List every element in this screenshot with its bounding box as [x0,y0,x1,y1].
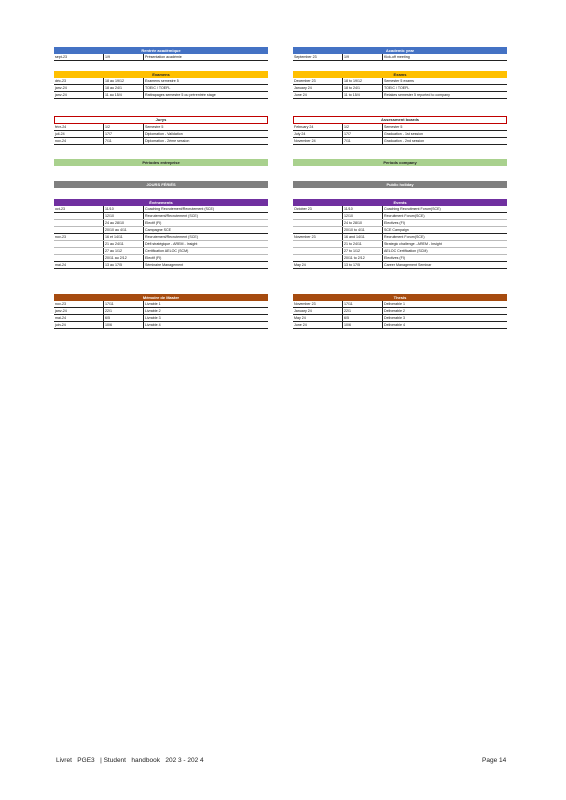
table-row [293,308,507,315]
table-cell [293,227,343,233]
table-cell: 24 to 28/10 [343,220,383,226]
table-cell: Semester 5 exams [384,79,414,83]
section-public-holiday [293,181,507,188]
table-cell: 1/9 [104,54,144,60]
table-cell: juin-24 [54,322,104,328]
table-cell: Livrable 1 [145,302,161,306]
table-row [54,124,268,131]
table-cell: 27 to 1/12 [343,248,383,254]
table-cell: mai-24 [54,262,104,268]
table-cell: Diplomation - 2ème session [145,139,190,143]
table-row [54,54,268,61]
table-cell [293,213,343,219]
table-cell: 22/1 [104,308,144,314]
table-cell: June 24 [293,322,343,328]
table-cell: Strategic challenge - AREM - Insight [384,242,442,246]
table-cell: Deliverable 4 [384,323,405,327]
table-cell: 13 au 17/5 [104,262,144,268]
table-cell [54,255,104,261]
table-cell: Retakes semester 5 reported to company [384,93,450,97]
section-feries [54,181,268,188]
section-header: Jurys [54,116,268,124]
table-cell: 17/11 [343,301,383,307]
table-cell: September 23 [293,54,343,60]
table-row [293,54,507,61]
table-cell: Coaching Recrutement/Recrutement (SCE) [145,207,215,211]
table-cell: 11/10 [343,206,383,212]
table-cell: 18 au 24/1 [104,85,144,91]
table-row [54,262,268,269]
table-cell: 20/10 au 4/11 [104,227,144,233]
table-cell: 1/9 [343,54,383,60]
table-row [54,322,268,329]
table-row [54,131,268,138]
table-cell: Présentation académie [145,55,182,59]
table-cell: 17/11 [104,301,144,307]
table-cell: nov-23 [54,234,104,240]
table-row [293,255,507,262]
table-cell: 7/11 [343,138,383,144]
table-cell: Electives (FI) [384,256,405,260]
table-cell: 27 au 1/12 [104,248,144,254]
table-cell: Deliverable 2 [384,309,405,313]
section-academic-year [293,47,507,61]
table-cell [54,227,104,233]
table-row [293,124,507,131]
table-cell: 18 to 24/1 [343,85,383,91]
table-cell: Recrutement/Recrutement (SCE) [145,235,198,239]
table-cell: Semestre 5 [145,125,164,129]
table-cell: 10/6 [343,322,383,328]
section-header: Exams [293,71,507,78]
table-cell: February 24 [293,124,343,130]
table-cell: Semester 5 [384,125,403,129]
table-cell: Electif (FI) [145,256,162,260]
section-header: Thesis [293,294,507,301]
table-cell: mai-24 [54,315,104,321]
table-cell: juil-24 [54,131,104,137]
table-row [54,255,268,262]
table-row [293,262,507,269]
section-header: Periods company [293,159,507,166]
table-row [54,78,268,85]
table-row [293,92,507,99]
table-cell: October 23 [293,206,343,212]
table-cell: June 24 [293,92,343,98]
section-periods-company [293,159,507,166]
table-cell: 22/1 [343,308,383,314]
section-header: Events [293,199,507,206]
table-cell: Electives (FI) [384,221,405,225]
table-cell: January 24 [293,85,343,91]
table-cell: Recruitment Forum(SCE) [384,214,425,218]
section-exams [293,71,507,99]
table-row [293,138,507,145]
table-cell: Kick-off meeting [384,55,410,59]
table-row [54,308,268,315]
table-row [54,241,268,248]
table-row [293,206,507,213]
table-cell: 11 to 15/4 [343,92,383,98]
page-number: Page 14 [482,757,507,764]
section-periodes [54,159,268,166]
table-row [293,85,507,92]
table-cell: Graduation - 2nd session [384,139,425,143]
table-row [54,234,268,241]
table-cell: 18 to 19/12 [343,78,383,84]
section-assessment-boards [293,116,507,145]
table-cell: nov-24 [54,138,104,144]
table-cell: Rattrapages semestre 5 ou prérentrée stage [145,93,216,97]
table-cell: 21 au 24/11 [104,241,144,247]
table-cell: nov-23 [54,301,104,307]
table-cell: 20/11 au 2/12 [104,255,144,261]
table-cell: 20/10 to 4/11 [343,227,383,233]
table-cell [293,241,343,247]
table-cell: 17/7 [343,131,383,137]
section-header: Assessment boards [293,116,507,124]
table-cell: 16 et 14/11 [104,234,144,240]
section-rentree [54,47,268,61]
table-cell [293,220,343,226]
table-cell: January 24 [293,308,343,314]
table-row [54,220,268,227]
table-cell: 11/10 [104,206,144,212]
table-cell: Electif (FI) [145,221,162,225]
section-evenements [54,199,268,269]
section-header: Événements [54,199,268,206]
table-cell: 7/11 [104,138,144,144]
table-cell: July 24 [293,131,343,137]
section-header: Academic year [293,47,507,54]
section-header: Périodes entreprise [54,159,268,166]
table-cell: janv-24 [54,85,104,91]
table-cell: Livrable 3 [145,316,161,320]
table-cell: Séminaire Management [145,263,184,267]
table-cell [293,255,343,261]
table-row [293,322,507,329]
table-cell: 12/10 [104,213,144,219]
table-row [54,248,268,255]
table-cell: 11 au 15/4 [104,92,144,98]
table-cell: November 24 [293,138,343,144]
table-cell: oct-23 [54,206,104,212]
table-row [54,227,268,234]
table-row [54,301,268,308]
table-cell [293,248,343,254]
table-cell: Graduation - 1st session [384,132,423,136]
table-cell: 10/6 [104,322,144,328]
table-cell: 6/5 [343,315,383,321]
table-cell: déc-23 [54,78,104,84]
table-cell: 17/7 [104,131,144,137]
table-row [293,315,507,322]
table-cell: Livrable 2 [145,309,161,313]
table-row [293,241,507,248]
table-row [293,227,507,234]
table-cell: 6/5 [104,315,144,321]
table-cell: févr-24 [54,124,104,130]
section-header: Mémoire de Master [54,294,268,301]
table-cell: 21 to 24/11 [343,241,383,247]
section-header: Public holiday [293,181,507,188]
section-header: Examens [54,71,268,78]
section-memoire [54,294,268,329]
section-thesis [293,294,507,329]
table-cell: Recruitment Forum(SCE) [384,235,425,239]
table-row [54,206,268,213]
table-cell: 24 au 28/10 [104,220,144,226]
section-examens [54,71,268,99]
table-cell: 20/11 to 2/12 [343,255,383,261]
table-cell: AELOC Certification (SCM) [384,249,428,253]
table-row [293,78,507,85]
table-cell: Career Management Seminar [384,263,432,267]
table-cell: janv-24 [54,308,104,314]
table-cell: November 23 [293,301,343,307]
table-cell: Campagne SCE [145,228,171,232]
table-cell: 13 to 17/5 [343,262,383,268]
table-row [293,131,507,138]
table-row [293,220,507,227]
table-row [293,248,507,255]
table-cell [54,213,104,219]
table-row [293,301,507,308]
table-row [54,85,268,92]
table-row [54,138,268,145]
table-cell: May 24 [293,315,343,321]
page-footer: Livret PGE3 | Student handbook 202 3 - 202 4 [56,757,204,764]
table-row [54,315,268,322]
table-cell: 1/2 [104,124,144,130]
table-cell: 12/10 [343,213,383,219]
table-cell: Diplomation - Validation [145,132,183,136]
section-events [293,199,507,269]
table-cell: Examens semestre 5 [145,79,179,83]
table-cell: November 23 [293,234,343,240]
table-cell: 1/2 [343,124,383,130]
table-cell [54,220,104,226]
table-cell: December 23 [293,78,343,84]
table-row [54,92,268,99]
table-row [54,213,268,220]
table-cell: TOEIC / TOEFL [145,86,171,90]
table-cell: May 24 [293,262,343,268]
table-cell: Recrutement/Recrutement (SCE) [145,214,198,218]
table-cell: sept-23 [54,54,104,60]
table-cell: 16 and 14/11 [343,234,383,240]
table-cell: Défi stratégique - AREM - Insight [145,242,198,246]
table-cell: Certification AELOC (SCM) [145,249,189,253]
table-cell: janv-24 [54,92,104,98]
table-cell: 18 au 19/12 [104,78,144,84]
table-row [293,234,507,241]
section-header: Rentrée académique [54,47,268,54]
table-row [293,213,507,220]
table-cell: Deliverable 3 [384,316,405,320]
table-cell: SCE Campaign [384,228,409,232]
table-cell: Livrable 4 [145,323,161,327]
section-jurys [54,116,268,145]
table-cell: TOEIC / TOEFL [384,86,410,90]
table-cell [54,241,104,247]
table-cell: Deliverable 1 [384,302,405,306]
section-header: JOURS FÉRIÉS [54,181,268,188]
table-cell: Coaching Recruitment Forum(SCE) [384,207,441,211]
table-cell [54,248,104,254]
